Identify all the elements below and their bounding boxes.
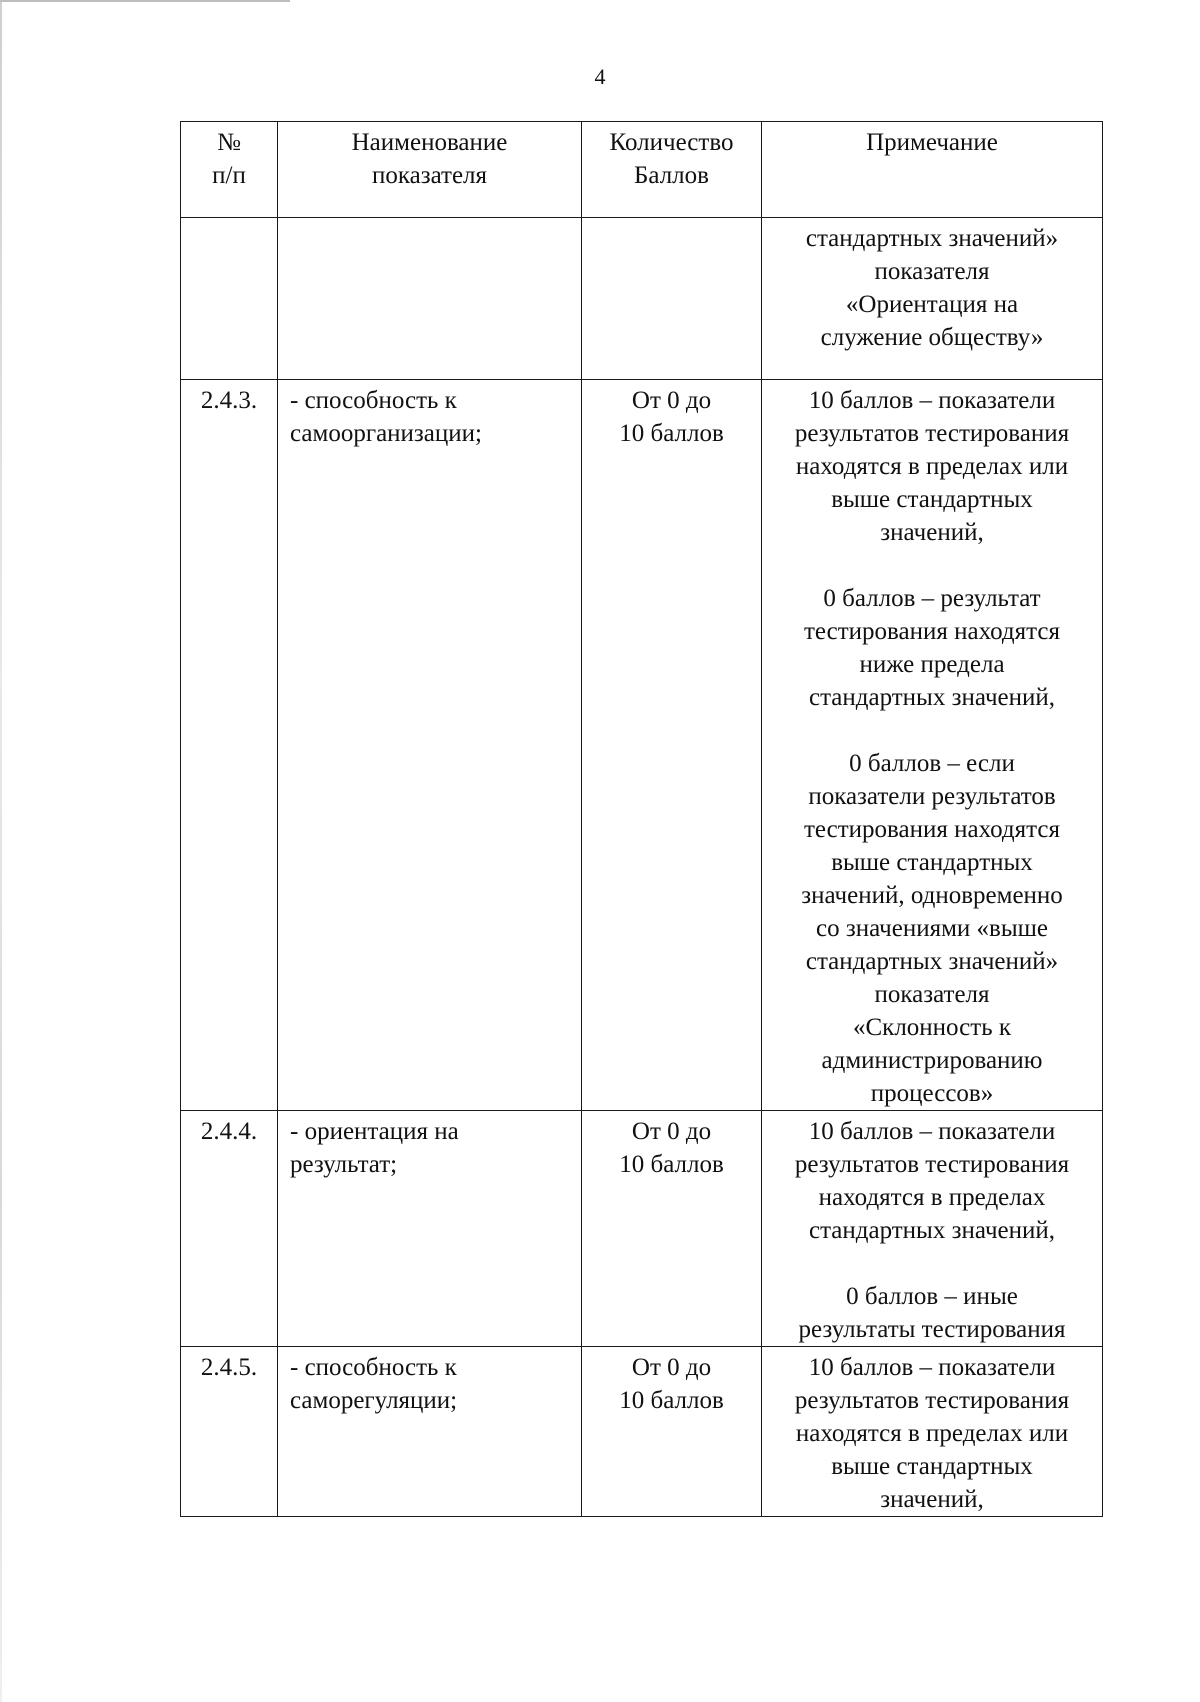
cell-score-range (582, 1347, 762, 1517)
note-line: 0 баллов – если (849, 750, 1015, 777)
cell-item-number (181, 380, 278, 1111)
cell-note (762, 218, 1103, 380)
header-num (181, 122, 278, 218)
header-name-line: Наименование (351, 129, 508, 156)
note-line: стандартных значений» (805, 225, 1059, 252)
scan-left-edge (0, 0, 2, 1702)
indicator-name-line: - ориентация на (290, 1118, 459, 1145)
item-number: 2.4.4. (200, 1118, 258, 1145)
note-line: «Склонность к (853, 1014, 1011, 1041)
paragraph-gap (766, 1247, 1098, 1280)
paragraph-gap (766, 714, 1098, 747)
note-line: 10 баллов – показатели (808, 1118, 1056, 1145)
note-line: стандартных значений, (808, 1217, 1056, 1244)
score-range-line: 10 баллов (619, 420, 724, 447)
note-line: показателя (874, 258, 990, 285)
indicator-name-line: саморегуляции; (290, 1387, 458, 1414)
note-line: находятся в пределах или (795, 453, 1069, 480)
note-line: администрированию (821, 1047, 1043, 1074)
note-line: значений, (880, 1486, 984, 1513)
header-score-line: Баллов (634, 162, 709, 189)
header-num-line: № (217, 129, 241, 156)
table-row (181, 218, 1103, 380)
note-line: находятся в пределах или (795, 1420, 1069, 1447)
note-line: показатели результатов (808, 783, 1056, 810)
note-line: стандартных значений» (805, 948, 1059, 975)
cell-note (762, 1347, 1103, 1517)
table-row (181, 1347, 1103, 1517)
note-line: 0 баллов – результат (823, 585, 1041, 612)
table-header-row (181, 122, 1103, 218)
score-range-line: От 0 до (631, 1354, 712, 1381)
header-note (762, 122, 1103, 218)
cell-item-number (181, 1347, 278, 1517)
score-range-line: 10 баллов (619, 1387, 724, 1414)
note-line: результатов тестирования (794, 420, 1070, 447)
header-name (278, 122, 582, 218)
cell-indicator-name (278, 1111, 582, 1347)
score-range-line: От 0 до (631, 1118, 712, 1145)
table-row (181, 1111, 1103, 1347)
note-line: процессов» (870, 1080, 994, 1107)
note-line: значений, одновременно (801, 882, 1063, 909)
note-line: показателя (874, 981, 990, 1008)
indicator-name-line: - способность к (290, 387, 457, 414)
header-score-line: Количество (609, 129, 734, 156)
item-number: 2.4.3. (200, 387, 258, 414)
cell-indicator-name (278, 380, 582, 1111)
cell-note (762, 380, 1103, 1111)
cell-score-range (582, 218, 762, 380)
criteria-table (180, 121, 1103, 1517)
indicator-name-line: самоорганизации; (290, 420, 482, 447)
cell-score-range (582, 380, 762, 1111)
note-line: 0 баллов – иные (846, 1283, 1018, 1310)
note-line: ниже предела (859, 651, 1005, 678)
note-line: 10 баллов – показатели (808, 1354, 1056, 1381)
note-line: находятся в пределах (818, 1184, 1046, 1211)
scan-top-edge (0, 0, 290, 2)
table-body (181, 218, 1103, 1517)
header-num-line: п/п (212, 162, 246, 189)
note-line: тестирования находятся (804, 816, 1060, 843)
cell-item-number (181, 218, 278, 380)
note-line: «Ориентация на (845, 291, 1019, 318)
item-number: 2.4.5. (200, 1354, 258, 1381)
score-range-line: 10 баллов (619, 1151, 724, 1178)
score-range-line: От 0 до (631, 387, 712, 414)
note-line: со значениями «выше (815, 915, 1049, 942)
note-line: результаты тестирования (798, 1316, 1066, 1343)
header-note-line: Примечание (866, 129, 998, 156)
header-name-line: показателя (371, 162, 488, 189)
note-line: служение обществу» (820, 324, 1044, 351)
note-line: выше стандартных (831, 849, 1033, 876)
note-line: выше стандартных (831, 1453, 1033, 1480)
cell-indicator-name (278, 218, 582, 380)
note-line: 10 баллов – показатели (808, 387, 1056, 414)
indicator-name-line: - способность к (290, 1354, 457, 1381)
note-line: стандартных значений, (808, 684, 1056, 711)
note-line: результатов тестирования (794, 1387, 1070, 1414)
paragraph-gap (766, 549, 1098, 582)
note-line: результатов тестирования (794, 1151, 1070, 1178)
page-number: 4 (594, 64, 606, 89)
header-score (582, 122, 762, 218)
cell-score-range (582, 1111, 762, 1347)
note-line: значений, (880, 519, 984, 546)
note-line: выше стандартных (831, 486, 1033, 513)
note-line: тестирования находятся (804, 618, 1060, 645)
cell-note (762, 1111, 1103, 1347)
cell-item-number (181, 1111, 278, 1347)
indicator-name-line: результат; (290, 1151, 398, 1178)
table-row (181, 380, 1103, 1111)
cell-indicator-name (278, 1347, 582, 1517)
